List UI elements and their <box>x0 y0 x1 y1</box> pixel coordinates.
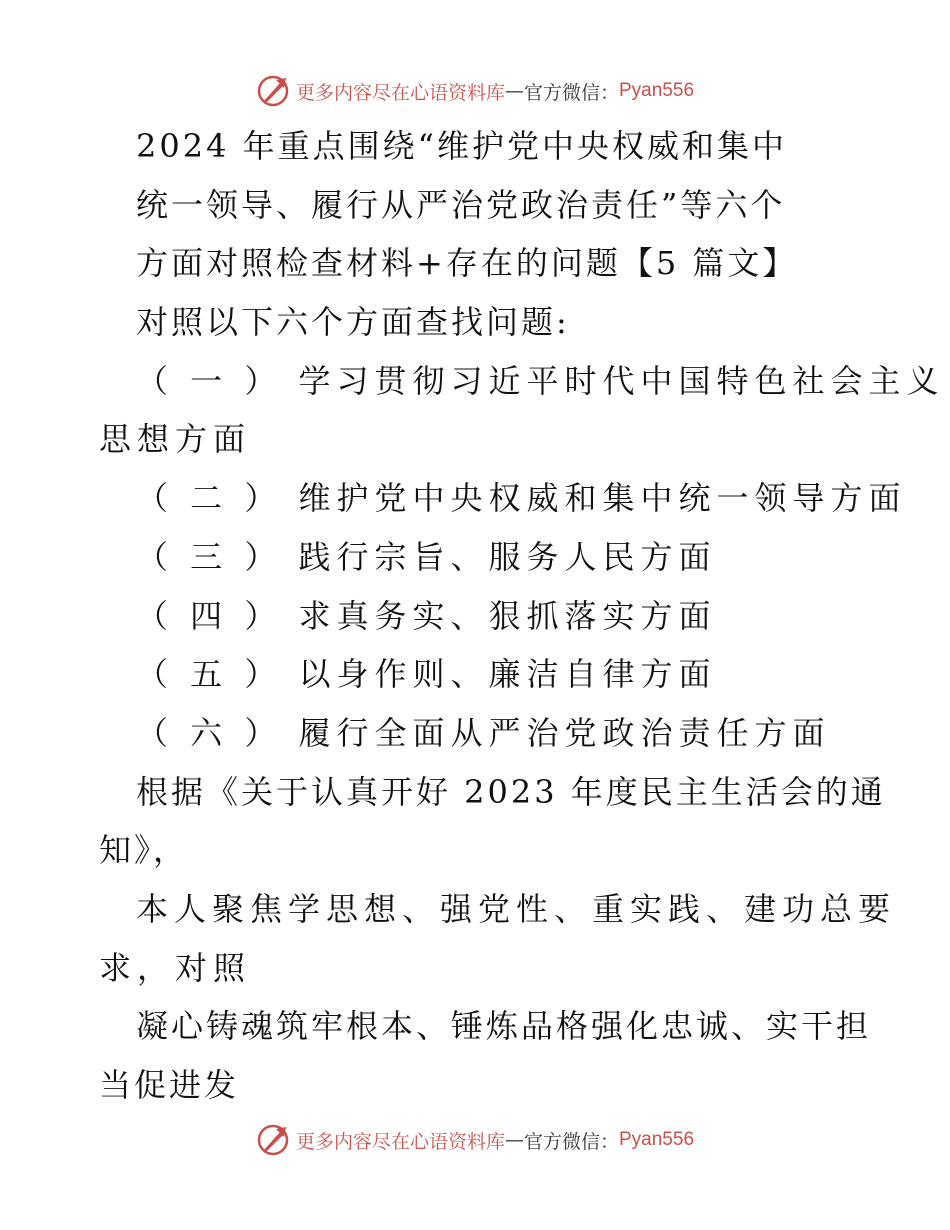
quill-logo-icon <box>256 1123 290 1157</box>
aspect-number: （ 五 ） <box>136 655 283 694</box>
aspect-text: 践行宗旨、服务人民方面 <box>298 537 717 576</box>
aspect-text: 维护党中央权威和集中统一领导方面 <box>298 479 907 518</box>
watermark-text: 更多内容尽在心语资料库 <box>295 81 505 104</box>
title-line-1: 2024 年重点围绕“维护党中央权威和集中 <box>136 127 787 165</box>
watermark-wechat-label: 官方微信： <box>523 81 619 104</box>
aspect-number: （ 六 ） <box>136 713 283 752</box>
paragraph-3: 凝心铸魂筑牢根本、锤炼品格强化忠诚、实干担 <box>136 1007 872 1046</box>
title-line-2: 统一领导、履行从严治党政治责任”等六个 <box>136 185 786 224</box>
paragraph-1-continuation: 知》， <box>99 831 189 870</box>
aspect-item-4 <box>99 587 859 646</box>
paragraph-3-continuation: 当促进发 <box>99 1066 240 1104</box>
aspect-item-5 <box>99 645 859 704</box>
paragraph-2: 本人聚焦学思想、强党性、重实践、建功总要 <box>136 889 897 928</box>
aspect-item-6 <box>99 704 859 763</box>
footer-watermark <box>0 1120 950 1160</box>
aspect-item-1 <box>99 352 945 411</box>
document-body <box>99 117 945 1115</box>
header-watermark <box>0 71 950 111</box>
watermark-separator: — <box>504 1129 524 1151</box>
watermark-wechat-id: Pyan556 <box>619 80 695 101</box>
watermark-wechat-id: Pyan556 <box>619 1129 695 1150</box>
quill-logo-icon <box>256 74 290 108</box>
aspect-item-3 <box>99 528 859 587</box>
title-line-3: 方面对照检查材料+存在的问题【5 篇文】 <box>136 244 798 283</box>
paragraph-2-continuation: 求，对照 <box>99 948 252 987</box>
watermark-separator: — <box>504 80 524 102</box>
intro-text: 对照以下六个方面查找问题: <box>136 303 570 342</box>
aspect-text: 以身作则、廉洁自律方面 <box>298 655 717 694</box>
aspect-number: （ 四 ） <box>136 596 283 635</box>
aspect-item-2 <box>99 469 907 528</box>
aspect-item-1-continuation: 思想方面 <box>99 420 252 459</box>
aspect-number: （ 三 ） <box>136 537 283 576</box>
aspect-text: 履行全面从严治党政治责任方面 <box>298 713 831 752</box>
aspect-text: 求真务实、狠抓落实方面 <box>298 596 717 635</box>
paragraph-1: 根据《关于认真开好 2023 年度民主生活会的通 <box>136 772 886 811</box>
watermark-wechat-label: 官方微信： <box>523 1130 619 1153</box>
watermark-text: 更多内容尽在心语资料库 <box>295 1130 505 1153</box>
aspect-text: 学习贯彻习近平时代中国特色社会主义 <box>298 361 945 400</box>
aspect-number: （ 一 ） <box>136 361 283 400</box>
aspect-number: （ 二 ） <box>136 479 283 518</box>
